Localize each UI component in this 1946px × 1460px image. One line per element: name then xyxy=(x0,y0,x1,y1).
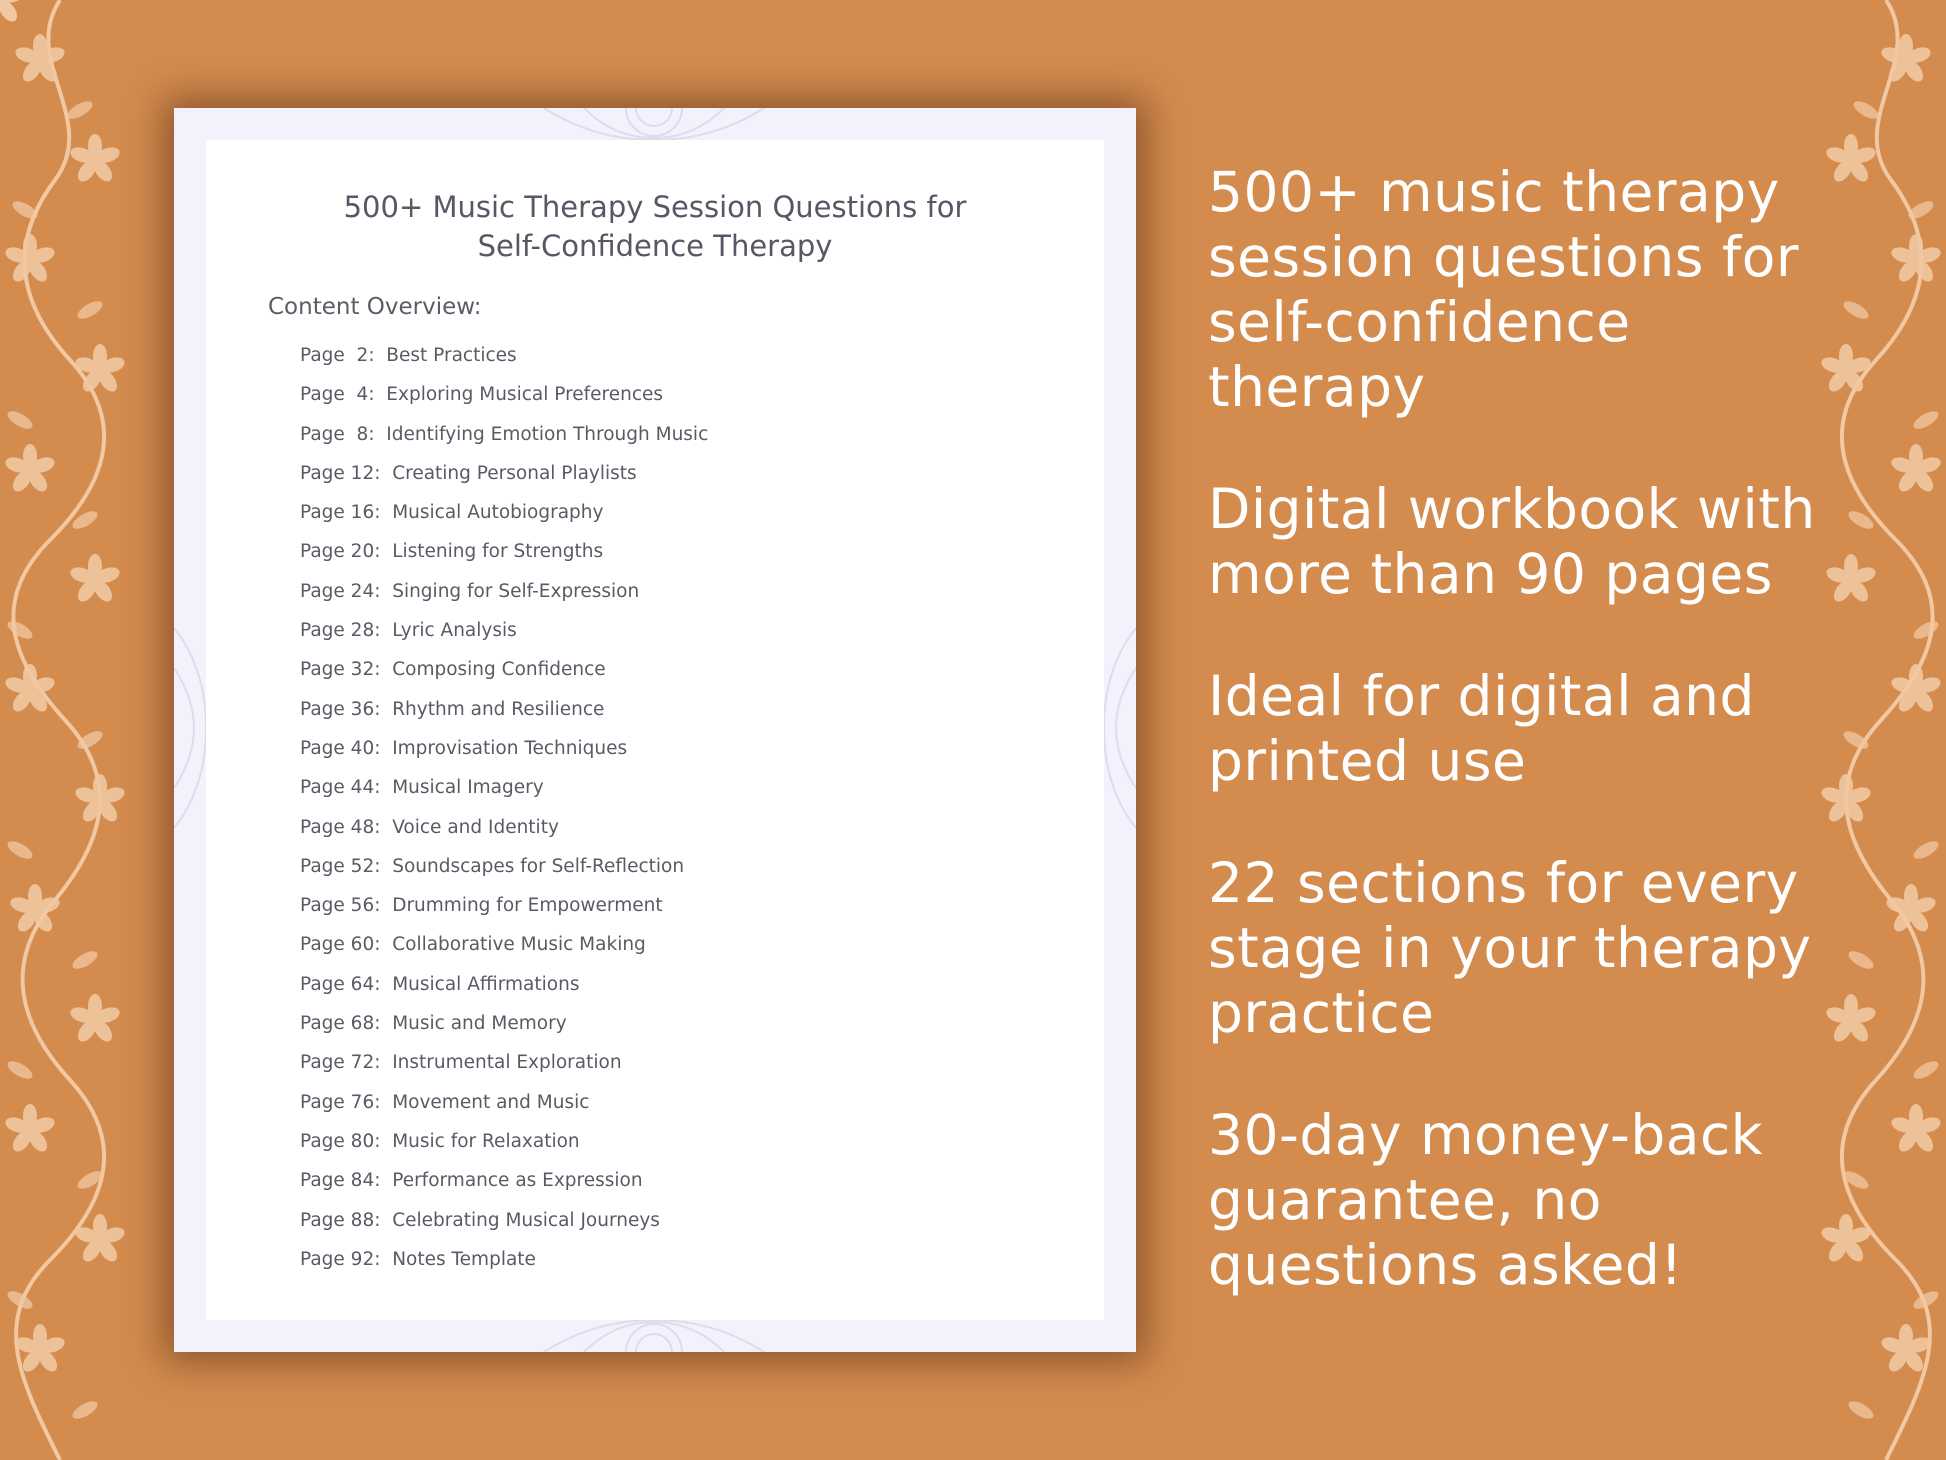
floral-vine-left-decoration xyxy=(0,0,140,1460)
feature-line: stage in your therapy xyxy=(1208,916,1812,980)
toc-item: Page 80: Music for Relaxation xyxy=(300,1130,580,1152)
feature-line: Digital workbook with xyxy=(1208,477,1816,541)
feature-line: practice xyxy=(1208,981,1435,1045)
toc-item: Page 68: Music and Memory xyxy=(300,1013,567,1035)
workbook-page-preview xyxy=(174,108,1136,1352)
workbook-title-line-2: Self-Confidence Therapy xyxy=(477,229,833,263)
feature-line: Ideal for digital and xyxy=(1208,664,1755,728)
mandala-right-decoration xyxy=(1104,608,1136,848)
feature-sections xyxy=(1208,851,1908,1046)
toc-item: Page 56: Drumming for Empowerment xyxy=(300,895,663,917)
table-of-contents xyxy=(300,345,708,1288)
toc-item: Page 76: Movement and Music xyxy=(300,1091,590,1113)
feature-line: 500+ music therapy xyxy=(1208,160,1780,224)
toc-item: Page 32: Composing Confidence xyxy=(300,659,606,681)
workbook-title xyxy=(206,188,1104,266)
feature-line: session questions for xyxy=(1208,225,1799,289)
toc-item: Page 28: Lyric Analysis xyxy=(300,620,517,642)
workbook-title-line-1: 500+ Music Therapy Session Questions for xyxy=(343,190,967,224)
toc-item: Page 36: Rhythm and Resilience xyxy=(300,698,605,720)
toc-item: Page 48: Voice and Identity xyxy=(300,816,559,838)
feature-guarantee xyxy=(1208,1103,1908,1298)
feature-line: printed use xyxy=(1208,729,1527,793)
toc-item: Page 2: Best Practices xyxy=(300,345,517,366)
toc-item: Page 92: Notes Template xyxy=(300,1248,536,1270)
feature-list xyxy=(1208,160,1908,1355)
toc-item: Page 84: Performance as Expression xyxy=(300,1170,643,1192)
feature-question-count xyxy=(1208,160,1908,420)
feature-usage xyxy=(1208,664,1908,794)
feature-page-count xyxy=(1208,477,1908,607)
feature-line: self-confidence xyxy=(1208,290,1631,354)
toc-item: Page 4: Exploring Musical Preferences xyxy=(300,384,664,406)
toc-item: Page 44: Musical Imagery xyxy=(300,777,544,799)
feature-line: therapy xyxy=(1208,355,1426,419)
toc-item: Page 52: Soundscapes for Self-Reflection xyxy=(300,855,685,877)
toc-item: Page 16: Musical Autobiography xyxy=(300,502,604,524)
toc-item: Page 12: Creating Personal Playlists xyxy=(300,462,637,484)
mandala-top-decoration xyxy=(504,108,804,140)
content-overview-label: Content Overview: xyxy=(268,294,482,320)
toc-item: Page 60: Collaborative Music Making xyxy=(300,934,646,956)
feature-line: guarantee, no xyxy=(1208,1168,1602,1232)
toc-item: Page 64: Musical Affirmations xyxy=(300,973,580,995)
toc-item: Page 40: Improvisation Techniques xyxy=(300,737,628,759)
toc-item: Page 24: Singing for Self-Expression xyxy=(300,580,640,602)
workbook-content-area xyxy=(206,140,1104,1320)
feature-line: questions asked! xyxy=(1208,1233,1683,1297)
feature-line: more than 90 pages xyxy=(1208,542,1773,606)
mandala-left-decoration xyxy=(174,608,206,848)
feature-line: 22 sections for every xyxy=(1208,851,1799,915)
toc-item: Page 88: Celebrating Musical Journeys xyxy=(300,1209,660,1231)
toc-item: Page 20: Listening for Strengths xyxy=(300,541,604,563)
mandala-bottom-decoration xyxy=(504,1320,804,1352)
toc-item: Page 72: Instrumental Exploration xyxy=(300,1052,622,1074)
feature-line: 30-day money-back xyxy=(1208,1103,1764,1167)
toc-item: Page 8: Identifying Emotion Through Music xyxy=(300,423,709,445)
